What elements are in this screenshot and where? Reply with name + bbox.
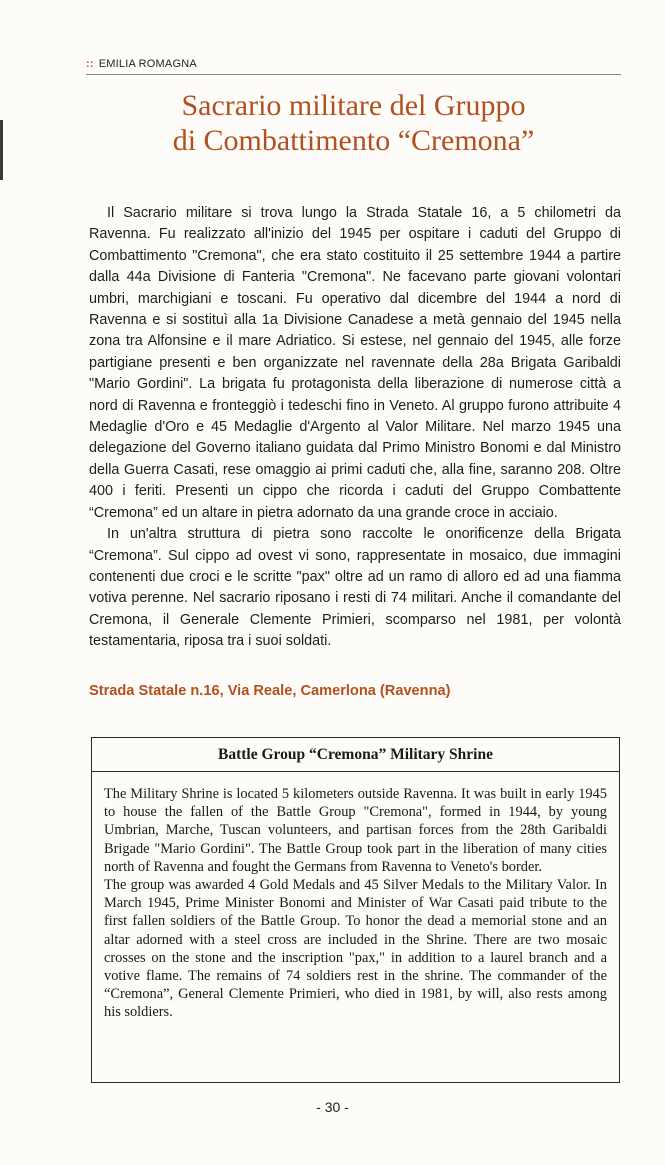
title-line-1: Sacrario militare del Gruppo: [181, 89, 526, 122]
english-heading: Battle Group “Cremona” Military Shrine: [218, 746, 493, 763]
title-line-2: di Combattimento “Cremona”: [172, 124, 535, 157]
english-summary-box: [91, 737, 620, 1083]
english-paragraph-2: The group was awarded 4 Gold Medals and 45 Silver Medals to the Military Valor. In March 1945, Prime Minister Bonomi and Minister of War Casati paid tribute to the first fallen soldiers of the Battle Group. To honor the dead a memorial stone and an altar adorned with a steel cross are included in the Shrine. There are two mosaic crosses on the stone and the inscription "pax," in addition to a laurel branch and a votive flame. The remains of 74 soldiers rest in the shrine. The commander of the “Cremona”, General Clemente Primieri, who died in 1981, by will, also rests among his soldiers.: [104, 877, 607, 1021]
section-marker: ::: [86, 58, 94, 70]
page-edge-shadow: [0, 120, 3, 180]
section-header: [86, 58, 621, 75]
section-title: EMILIA ROMAGNA: [98, 58, 197, 70]
page-number: - 30 -: [316, 1099, 349, 1115]
italian-paragraph-1: Il Sacrario militare si trova lungo la Strada Statale 16, a 5 chilometri da Ravenna. Fu realizzato all'inizio del 1945 per ospitare i caduti del Gruppo di Combattimento "Cremona", che era stato costituito il 25 settembre 1944 a partire dalla 44a Divisione di Fanteria "Cremona". Ne facevano parte giovani volontari umbri, marchigiani e toscani. Fu operativo dal dicembre del 1944 a nord di Ravenna e si sostituì alla 1a Divisione Canadese a metà gennaio del 1945 nella zona tra Alfonsine e il mare Adriatico. Si estese, nel gennaio del 1945, alle forze partigiane presenti e ben organizzate nel ravennate della 28a Brigata Garibaldi "Mario Gordini". La brigata fu protagonista della liberazione di numerose città a nord di Ravenna e fronteggiò i tedeschi fino in Veneto. Al gruppo furono attribuite 4 Medaglie d'Oro e 45 Medaglie d'Argento al Valor Militare. Nel marzo 1945 una delegazione del Governo italiano guidata dal Primo Ministro Bonomi e dal Ministro della Guerra Casati, rese omaggio ai primi caduti che, alla fine, saranno 208. Oltre 400 i feriti. Presenti un cippo che ricorda i caduti del Gruppo Combattente “Cremona” ed un altare in pietra adornato da una grande croce in acciaio.: [89, 205, 621, 521]
address: Strada Statale n.16, Via Reale, Camerlona (Ravenna): [89, 683, 451, 699]
english-paragraph-1: The Military Shrine is located 5 kilometers outside Ravenna. It was built in early 1945 to house the fallen of the Battle Group "Cremona", formed in 1944, by young Umbrian, Marche, Tuscan volunteers, and partisan forces from the 28th Garibaldi Brigade "Mario Gordini". The Battle Group took part in the liberation of many cities north of Ravenna and fought the Germans from Ravenna to Veneto's border.: [104, 786, 607, 875]
italian-paragraph-2: In un'altra struttura di pietra sono raccolte le onorificenze della Brigata “Cremona”. Sul cippo ad ovest vi sono, rappresentate in mosaico, due immagini contenenti due croci e le scritte "pax" oltre ad un ramo di alloro ed ad una fiamma votiva perenne. Nel sacrario riposano i resti di 74 militari. Anche il comandante del Cremona, il Generale Clemente Primieri, scomparso nel 1981, per volontà testamentaria, riposa tra i suoi soldati.: [89, 526, 621, 650]
box-divider: [92, 771, 619, 772]
italian-body: [89, 203, 621, 653]
english-body: [104, 785, 607, 1022]
page-title: [86, 88, 621, 158]
